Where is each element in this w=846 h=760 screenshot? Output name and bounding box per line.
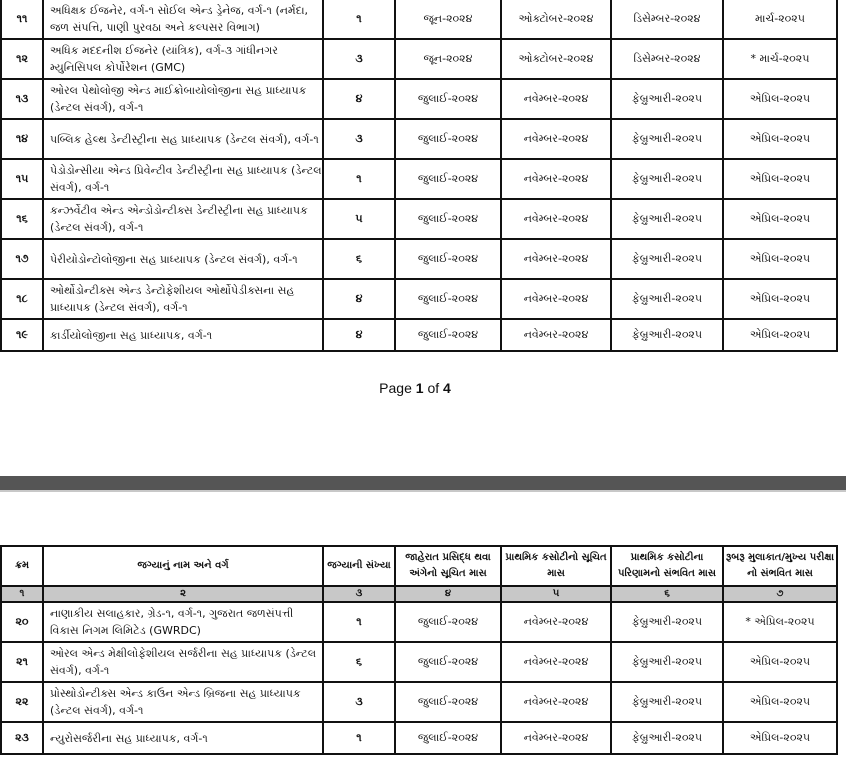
column-number-row: [1, 586, 837, 602]
result-month: ફેબ્રુઆરી-૨૦૨૫: [611, 199, 723, 239]
interview-month: એપ્રિલ-૨૦૨૫: [723, 79, 837, 119]
recruitment-table-page-1: [0, 0, 838, 352]
table-row: [1, 79, 837, 119]
post-count: ૩: [323, 119, 395, 159]
table-row: [1, 642, 837, 682]
interview-month: * માર્ચ-૨૦૨૫: [723, 39, 837, 79]
result-month: ફેબ્રુઆરી-૨૦૨૫: [611, 602, 723, 642]
prelim-exam-month: નવેમ્બર-૨૦૨૪: [501, 79, 611, 119]
column-number: ૨: [43, 586, 323, 602]
interview-month: માર્ચ-૨૦૨૫: [723, 0, 837, 39]
advertisement-month: જુલાઈ-૨૦૨૪: [395, 279, 501, 319]
advertisement-month: જુલાઈ-૨૦૨૪: [395, 642, 501, 682]
post-count: ૧: [323, 602, 395, 642]
prelim-exam-month: નવેમ્બર-૨૦૨૪: [501, 602, 611, 642]
serial-number: ૧૩: [1, 79, 43, 119]
page-separator-shadow: [0, 490, 846, 492]
serial-number: ૨૩: [1, 722, 43, 754]
serial-number: ૧૯: [1, 319, 43, 351]
post-name: અધિક્ષક ઈજનેર, વર્ગ-૧ સોઈલ એન્ડ ડ્રેનેજ, વર્ગ-૧ (નર્મદા, જળ સંપત્તિ, પાણી પુરવઠા અને કલ્પસર વિભાગ): [43, 0, 323, 39]
result-month: ફેબ્રુઆરી-૨૦૨૫: [611, 159, 723, 199]
interview-month: એપ્રિલ-૨૦૨૫: [723, 682, 837, 722]
serial-number: ૧૫: [1, 159, 43, 199]
serial-number: ૧૨: [1, 39, 43, 79]
header-prelim-month: પ્રાથમિક કસોટીનો સૂચિત માસ: [501, 546, 611, 586]
result-month: ફેબ્રુઆરી-૨૦૨૫: [611, 319, 723, 351]
column-number: ૬: [611, 586, 723, 602]
header-row: [1, 546, 837, 586]
advertisement-month: જુલાઈ-૨૦૨૪: [395, 602, 501, 642]
table-row: [1, 722, 837, 754]
recruitment-table-page-2: [0, 545, 838, 755]
advertisement-month: જુલાઈ-૨૦૨૪: [395, 199, 501, 239]
post-name: કન્ઝર્વેટીવ એન્ડ એન્ડોડોન્ટીક્સ ડેન્ટીસ્ટ્રીના સહ પ્રાધ્યાપક (ડેન્ટલ સંવર્ગ), વર્ગ-૧: [43, 199, 323, 239]
column-number: ૧: [1, 586, 43, 602]
interview-month: એપ્રિલ-૨૦૨૫: [723, 119, 837, 159]
prelim-exam-month: નવેમ્બર-૨૦૨૪: [501, 159, 611, 199]
post-name: અધિક મદદનીશ ઈજનેર (યાંત્રિક), વર્ગ-૩ ગાંધીનગર મ્યુનિસિપલ કોર્પોરેશન (GMC): [43, 39, 323, 79]
post-name: પબ્લિક હેલ્થ ડેન્ટીસ્ટ્રીના સહ પ્રાધ્યાપક (ડેન્ટલ સંવર્ગ), વર્ગ-૧: [43, 119, 323, 159]
result-month: ફેબ્રુઆરી-૨૦૨૫: [611, 642, 723, 682]
page-separator: [0, 476, 846, 490]
post-count: ૬: [323, 239, 395, 279]
serial-number: ૧૭: [1, 239, 43, 279]
serial-number: ૨૦: [1, 602, 43, 642]
advertisement-month: જુલાઈ-૨૦૨૪: [395, 682, 501, 722]
interview-month: એપ્રિલ-૨૦૨૫: [723, 239, 837, 279]
post-name: ઓરલ એન્ડ મેક્ષીલોફેશીયલ સર્જરીના સહ પ્રાધ્યાપક (ડેન્ટલ સંવર્ગ), વર્ગ-૧: [43, 642, 323, 682]
page-number: Page 1 of 4: [379, 380, 451, 396]
post-count: ૧: [323, 722, 395, 754]
header-interview-month: રૂબરૂ મુલાકાત/મુખ્ય પરીક્ષા નો સંભવિત માસ: [723, 546, 837, 586]
advertisement-month: જુલાઈ-૨૦૨૪: [395, 79, 501, 119]
post-count: ૫: [323, 199, 395, 239]
advertisement-month: જુલાઈ-૨૦૨૪: [395, 722, 501, 754]
prelim-exam-month: નવેમ્બર-૨૦૨૪: [501, 722, 611, 754]
post-name: કાર્ડીયોલોજીના સહ પ્રાધ્યાપક, વર્ગ-૧: [43, 319, 323, 351]
prelim-exam-month: નવેમ્બર-૨૦૨૪: [501, 239, 611, 279]
prelim-exam-month: નવેમ્બર-૨૦૨૪: [501, 199, 611, 239]
advertisement-month: જુલાઈ-૨૦૨૪: [395, 159, 501, 199]
interview-month: એપ્રિલ-૨૦૨૫: [723, 319, 837, 351]
prelim-exam-month: નવેમ્બર-૨૦૨૪: [501, 279, 611, 319]
table-row: [1, 0, 837, 39]
post-count: ૪: [323, 279, 395, 319]
post-count: ૧: [323, 159, 395, 199]
column-number: ૩: [323, 586, 395, 602]
post-count: ૪: [323, 79, 395, 119]
post-count: ૩: [323, 39, 395, 79]
result-month: ફેબ્રુઆરી-૨૦૨૫: [611, 239, 723, 279]
prelim-exam-month: નવેમ્બર-૨૦૨૪: [501, 119, 611, 159]
serial-number: ૧૪: [1, 119, 43, 159]
result-month: ફેબ્રુઆરી-૨૦૨૫: [611, 722, 723, 754]
post-count: ૩: [323, 682, 395, 722]
serial-number: ૨૧: [1, 642, 43, 682]
post-name: પેડોડોન્સીયા એન્ડ પ્રિવેન્ટીવ ડેન્ટીસ્ટ્રીના સહ પ્રાધ્યાપક (ડેન્ટલ સંવર્ગ), વર્ગ-૧: [43, 159, 323, 199]
post-name: નાણાકીય સલાહકાર, ગ્રેડ-૧, વર્ગ-૧, ગુજરાત જળસંપત્તી વિકાસ નિગમ લિમિટેડ (GWRDC): [43, 602, 323, 642]
interview-month: એપ્રિલ-૨૦૨૫: [723, 642, 837, 682]
column-number: ૫: [501, 586, 611, 602]
serial-number: ૧૧: [1, 0, 43, 39]
interview-month: * એપ્રિલ-૨૦૨૫: [723, 602, 837, 642]
result-month: ફેબ્રુઆરી-૨૦૨૫: [611, 119, 723, 159]
header-post-name: જગ્યાનું નામ અને વર્ગ: [43, 546, 323, 586]
prelim-exam-month: ઓક્ટોબર-૨૦૨૪: [501, 39, 611, 79]
result-month: ડિસેમ્બર-૨૦૨૪: [611, 0, 723, 39]
serial-number: ૧૬: [1, 199, 43, 239]
header-serial: ક્રમ: [1, 546, 43, 586]
header-post-count: જગ્યાની સંખ્યા: [323, 546, 395, 586]
post-name: ન્યુરોસર્જરીના સહ પ્રાધ્યાપક, વર્ગ-૧: [43, 722, 323, 754]
advertisement-month: જુલાઈ-૨૦૨૪: [395, 319, 501, 351]
table-row: [1, 682, 837, 722]
table-row: [1, 279, 837, 319]
post-name: પ્રોસ્થોડોન્ટીક્સ એન્ડ કાઉન એન્ડ બ્રિજના સહ પ્રાધ્યાપક (ડેન્ટલ સંવર્ગ), વર્ગ-૧: [43, 682, 323, 722]
post-name: પેરીયોડોન્ટોલોજીના સહ પ્રાધ્યાપક (ડેન્ટલ સંવર્ગ), વર્ગ-૧: [43, 239, 323, 279]
advertisement-month: જુલાઈ-૨૦૨૪: [395, 119, 501, 159]
interview-month: એપ્રિલ-૨૦૨૫: [723, 279, 837, 319]
table-row: [1, 39, 837, 79]
prelim-exam-month: નવેમ્બર-૨૦૨૪: [501, 642, 611, 682]
header-result-month: પ્રાથમિક કસોટીના પરિણામનો સંભવિત માસ: [611, 546, 723, 586]
table-row: [1, 602, 837, 642]
column-number: ૪: [395, 586, 501, 602]
serial-number: ૨૨: [1, 682, 43, 722]
prelim-exam-month: નવેમ્બર-૨૦૨૪: [501, 682, 611, 722]
advertisement-month: જૂન-૨૦૨૪: [395, 0, 501, 39]
table-row: [1, 239, 837, 279]
table-row: [1, 199, 837, 239]
interview-month: એપ્રિલ-૨૦૨૫: [723, 199, 837, 239]
result-month: ફેબ્રુઆરી-૨૦૨૫: [611, 279, 723, 319]
prelim-exam-month: નવેમ્બર-૨૦૨૪: [501, 319, 611, 351]
post-count: ૬: [323, 642, 395, 682]
prelim-exam-month: ઓક્ટોબર-૨૦૨૪: [501, 0, 611, 39]
interview-month: એપ્રિલ-૨૦૨૫: [723, 159, 837, 199]
result-month: ફેબ્રુઆરી-૨૦૨૫: [611, 682, 723, 722]
table-row: [1, 159, 837, 199]
post-count: ૪: [323, 319, 395, 351]
header-advertisement-month: જાહેરાત પ્રસિદ્ધ થવા અંગેનો સૂચિત માસ: [395, 546, 501, 586]
result-month: ડિસેમ્બર-૨૦૨૪: [611, 39, 723, 79]
column-number: ૭: [723, 586, 837, 602]
advertisement-month: જુલાઈ-૨૦૨૪: [395, 239, 501, 279]
table-row: [1, 319, 837, 351]
advertisement-month: જૂન-૨૦૨૪: [395, 39, 501, 79]
serial-number: ૧૮: [1, 279, 43, 319]
table-row: [1, 119, 837, 159]
interview-month: એપ્રિલ-૨૦૨૫: [723, 722, 837, 754]
post-count: ૧: [323, 0, 395, 39]
result-month: ફેબ્રુઆરી-૨૦૨૫: [611, 79, 723, 119]
post-name: ઓર્થોડોન્ટીક્સ એન્ડ ડેન્ટોફેશીયલ ઓર્થોપેડીક્સના સહ પ્રાધ્યાપક (ડેન્ટલ સંવર્ગ), વર્ગ-૧: [43, 279, 323, 319]
post-name: ઓરલ પેથોલોજી એન્ડ માઈક્રોબાયોલોજીના સહ પ્રાધ્યાપક (ડેન્ટલ સંવર્ગ), વર્ગ-૧: [43, 79, 323, 119]
